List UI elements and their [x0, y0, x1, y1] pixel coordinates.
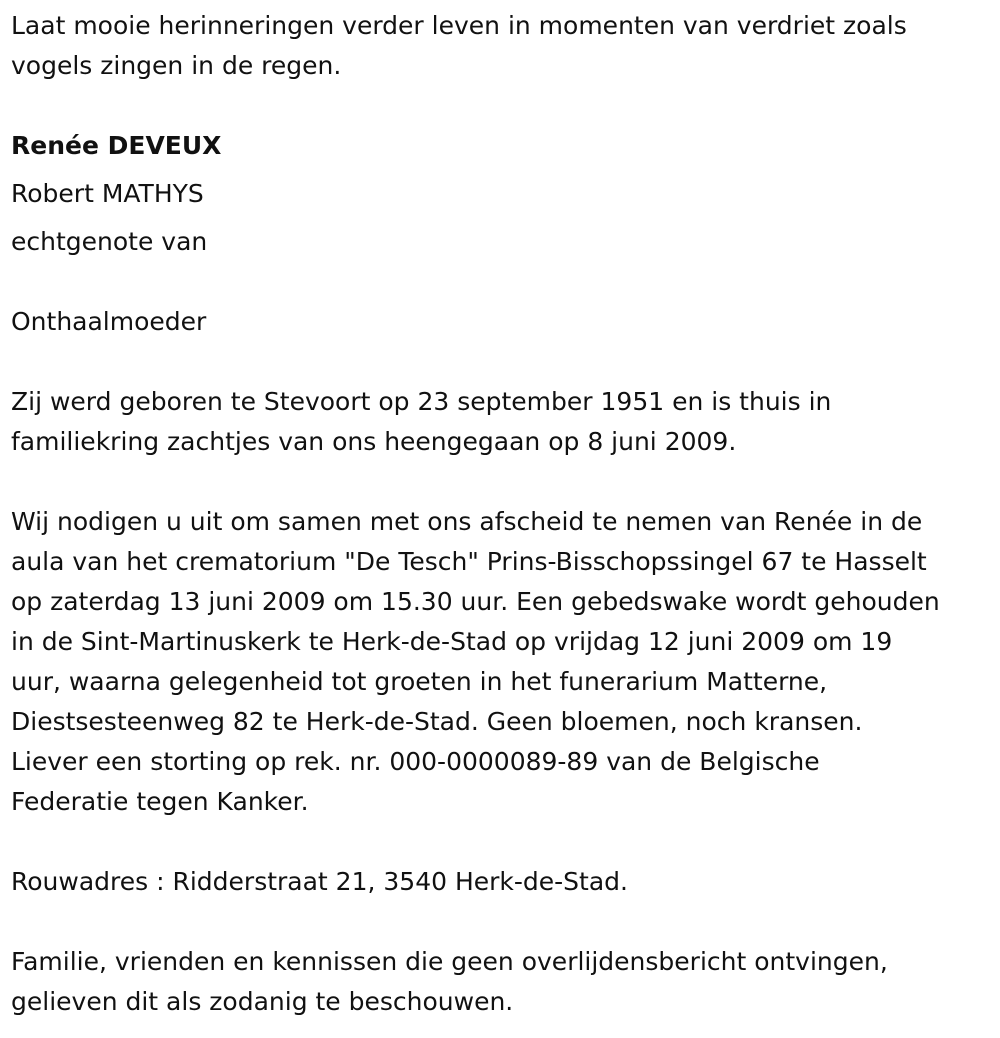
invitation-line: Federatie tegen Kanker.	[11, 787, 309, 816]
invitation-line: Wij nodigen u uit om samen met ons afscheid te nemen van Renée in de	[11, 507, 923, 536]
closing-line: Familie, vrienden en kennissen die geen overlijdensbericht ontvingen,	[11, 947, 888, 976]
invitation-paragraph	[11, 502, 996, 822]
deceased-name: Renée DEVEUX	[11, 131, 222, 160]
mourning-address: Rouwadres : Ridderstraat 21, 3540 Herk-de-Stad.	[11, 867, 628, 896]
birth-line: familiekring zachtjes van ons heengegaan op 8 juni 2009.	[11, 427, 737, 456]
relation-text: echtgenote van	[11, 227, 208, 256]
closing-line: gelieven dit als zodanig te beschouwen.	[11, 987, 514, 1016]
invitation-line: in de Sint-Martinuskerk te Herk-de-Stad op vrijdag 12 juni 2009 om 19	[11, 627, 893, 656]
spouse-name: Robert MATHYS	[11, 179, 204, 208]
quote-line: vogels zingen in de regen.	[11, 51, 342, 80]
birth-and-death-paragraph	[11, 382, 996, 462]
quote-line: Laat mooie herinneringen verder leven in momenten van verdriet zoals	[11, 11, 907, 40]
invitation-line: Diestsesteenweg 82 te Herk-de-Stad. Geen bloemen, noch kransen.	[11, 707, 863, 736]
invitation-line: Liever een storting op rek. nr. 000-0000089-89 van de Belgische	[11, 747, 820, 776]
invitation-line: op zaterdag 13 juni 2009 om 15.30 uur. Een gebedswake wordt gehouden	[11, 587, 940, 616]
invitation-line: aula van het crematorium "De Tesch" Prins-Bisschopssingel 67 te Hasselt	[11, 547, 927, 576]
memorial-quote	[11, 6, 996, 86]
birth-line: Zij werd geboren te Stevoort op 23 september 1951 en is thuis in	[11, 387, 832, 416]
profession-text: Onthaalmoeder	[11, 307, 207, 336]
closing-paragraph	[11, 942, 996, 1022]
invitation-line: uur, waarna gelegenheid tot groeten in het funerarium Matterne,	[11, 667, 828, 696]
